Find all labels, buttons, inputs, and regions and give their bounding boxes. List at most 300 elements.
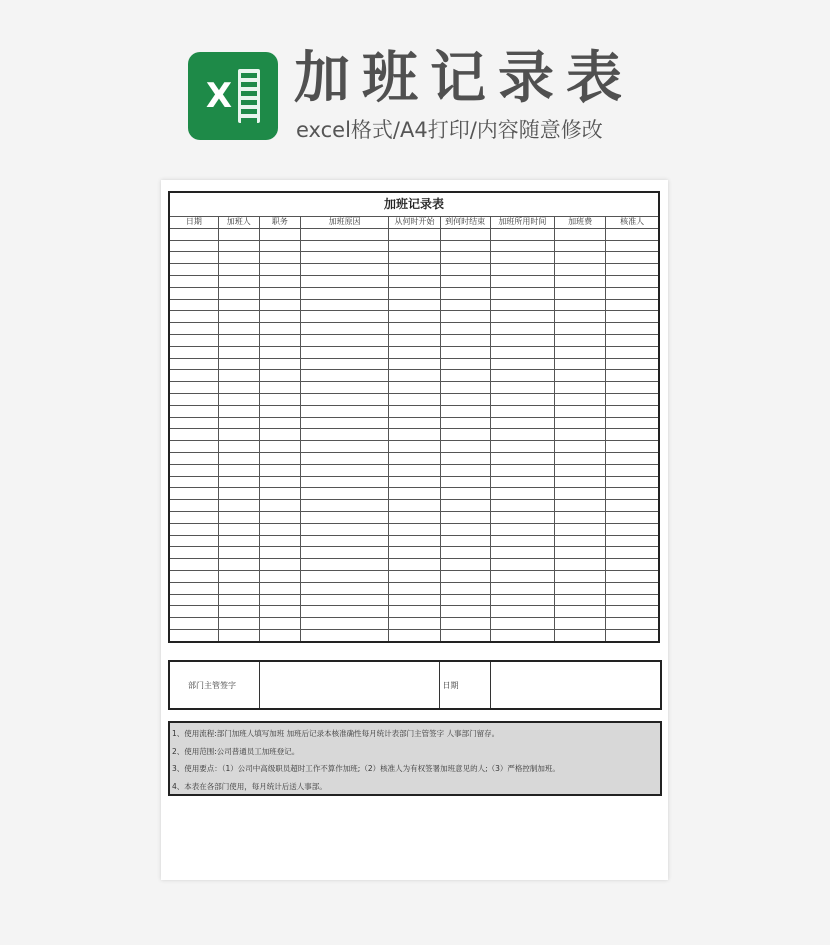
table-cell[interactable] [555,346,606,358]
table-cell[interactable] [606,334,659,346]
table-cell[interactable] [389,511,440,523]
dept-signature-cell[interactable] [259,661,439,709]
table-cell[interactable] [490,464,554,476]
table-cell[interactable] [555,334,606,346]
table-cell[interactable] [169,358,218,370]
table-cell[interactable] [555,441,606,453]
table-cell[interactable] [259,393,300,405]
table-cell[interactable] [169,500,218,512]
table-cell[interactable] [440,252,490,264]
table-cell[interactable] [606,559,659,571]
table-cell[interactable] [606,500,659,512]
table-cell[interactable] [218,476,259,488]
table-cell[interactable] [606,582,659,594]
table-cell[interactable] [301,346,389,358]
table-cell[interactable] [218,287,259,299]
table-cell[interactable] [218,275,259,287]
table-cell[interactable] [169,323,218,335]
table-cell[interactable] [169,252,218,264]
table-cell[interactable] [389,264,440,276]
date-cell[interactable] [490,661,661,709]
table-cell[interactable] [440,464,490,476]
table-cell[interactable] [389,535,440,547]
table-cell[interactable] [555,323,606,335]
table-cell[interactable] [389,252,440,264]
table-cell[interactable] [606,523,659,535]
table-cell[interactable] [606,464,659,476]
table-cell[interactable] [301,488,389,500]
table-cell[interactable] [490,370,554,382]
table-cell[interactable] [555,523,606,535]
table-cell[interactable] [259,535,300,547]
table-cell[interactable] [490,252,554,264]
table-cell[interactable] [440,500,490,512]
table-cell[interactable] [389,334,440,346]
table-cell[interactable] [440,547,490,559]
table-cell[interactable] [301,559,389,571]
table-cell[interactable] [259,594,300,606]
table-cell[interactable] [440,405,490,417]
table-cell[interactable] [169,346,218,358]
table-cell[interactable] [440,370,490,382]
table-cell[interactable] [169,559,218,571]
table-cell[interactable] [301,287,389,299]
table-cell[interactable] [389,582,440,594]
table-cell[interactable] [301,629,389,641]
table-cell[interactable] [555,464,606,476]
table-cell[interactable] [218,547,259,559]
table-cell[interactable] [440,346,490,358]
table-cell[interactable] [301,500,389,512]
table-cell[interactable] [555,299,606,311]
table-cell[interactable] [169,476,218,488]
table-cell[interactable] [606,476,659,488]
table-cell[interactable] [606,511,659,523]
table-cell[interactable] [490,535,554,547]
table-cell[interactable] [606,252,659,264]
table-cell[interactable] [490,594,554,606]
table-cell[interactable] [301,511,389,523]
table-cell[interactable] [555,488,606,500]
table-cell[interactable] [301,323,389,335]
table-cell[interactable] [259,382,300,394]
table-cell[interactable] [606,393,659,405]
table-cell[interactable] [606,358,659,370]
table-cell[interactable] [555,429,606,441]
table-cell[interactable] [259,240,300,252]
table-cell[interactable] [490,500,554,512]
table-cell[interactable] [389,452,440,464]
table-cell[interactable] [555,476,606,488]
table-cell[interactable] [259,500,300,512]
table-cell[interactable] [218,346,259,358]
table-cell[interactable] [301,452,389,464]
table-cell[interactable] [389,570,440,582]
table-cell[interactable] [389,429,440,441]
table-cell[interactable] [490,334,554,346]
table-cell[interactable] [218,452,259,464]
table-cell[interactable] [301,370,389,382]
table-cell[interactable] [259,429,300,441]
table-cell[interactable] [440,299,490,311]
table-cell[interactable] [259,523,300,535]
table-cell[interactable] [555,500,606,512]
table-cell[interactable] [490,511,554,523]
table-cell[interactable] [259,299,300,311]
table-cell[interactable] [555,452,606,464]
table-cell[interactable] [301,311,389,323]
table-cell[interactable] [218,299,259,311]
table-cell[interactable] [389,370,440,382]
table-cell[interactable] [389,523,440,535]
table-cell[interactable] [218,559,259,571]
table-cell[interactable] [218,488,259,500]
table-cell[interactable] [606,275,659,287]
table-cell[interactable] [301,594,389,606]
table-cell[interactable] [555,606,606,618]
table-cell[interactable] [490,559,554,571]
table-cell[interactable] [490,405,554,417]
table-cell[interactable] [440,417,490,429]
table-cell[interactable] [301,429,389,441]
table-cell[interactable] [218,311,259,323]
table-cell[interactable] [490,618,554,630]
table-cell[interactable] [555,228,606,240]
table-cell[interactable] [440,311,490,323]
table-cell[interactable] [259,228,300,240]
table-cell[interactable] [169,594,218,606]
table-cell[interactable] [490,323,554,335]
table-cell[interactable] [606,323,659,335]
table-cell[interactable] [169,382,218,394]
table-cell[interactable] [169,452,218,464]
table-cell[interactable] [218,358,259,370]
table-cell[interactable] [440,358,490,370]
table-cell[interactable] [389,311,440,323]
table-cell[interactable] [440,476,490,488]
table-cell[interactable] [169,570,218,582]
table-cell[interactable] [490,358,554,370]
table-cell[interactable] [259,629,300,641]
table-cell[interactable] [169,264,218,276]
table-cell[interactable] [555,535,606,547]
table-cell[interactable] [555,547,606,559]
table-cell[interactable] [389,559,440,571]
table-cell[interactable] [440,488,490,500]
table-cell[interactable] [389,500,440,512]
table-cell[interactable] [555,358,606,370]
table-cell[interactable] [389,382,440,394]
table-cell[interactable] [440,275,490,287]
table-cell[interactable] [259,464,300,476]
table-cell[interactable] [555,417,606,429]
table-cell[interactable] [490,393,554,405]
table-cell[interactable] [218,582,259,594]
table-cell[interactable] [606,370,659,382]
table-cell[interactable] [606,240,659,252]
table-cell[interactable] [389,287,440,299]
table-cell[interactable] [490,311,554,323]
table-cell[interactable] [301,441,389,453]
table-cell[interactable] [259,417,300,429]
table-cell[interactable] [490,629,554,641]
table-cell[interactable] [301,535,389,547]
table-cell[interactable] [389,488,440,500]
table-cell[interactable] [169,240,218,252]
table-cell[interactable] [606,606,659,618]
table-cell[interactable] [490,417,554,429]
table-cell[interactable] [218,629,259,641]
table-cell[interactable] [606,594,659,606]
table-cell[interactable] [440,570,490,582]
table-cell[interactable] [389,346,440,358]
table-cell[interactable] [218,535,259,547]
table-cell[interactable] [301,252,389,264]
table-cell[interactable] [218,511,259,523]
table-cell[interactable] [169,275,218,287]
table-cell[interactable] [218,370,259,382]
table-cell[interactable] [440,606,490,618]
table-cell[interactable] [218,417,259,429]
table-cell[interactable] [301,570,389,582]
table-cell[interactable] [490,523,554,535]
table-cell[interactable] [218,594,259,606]
table-cell[interactable] [218,405,259,417]
table-cell[interactable] [218,500,259,512]
table-cell[interactable] [389,393,440,405]
table-cell[interactable] [490,582,554,594]
table-cell[interactable] [259,264,300,276]
table-cell[interactable] [169,311,218,323]
table-cell[interactable] [218,393,259,405]
table-cell[interactable] [259,441,300,453]
table-cell[interactable] [301,476,389,488]
table-cell[interactable] [555,582,606,594]
table-cell[interactable] [555,311,606,323]
table-cell[interactable] [490,228,554,240]
table-cell[interactable] [301,523,389,535]
table-cell[interactable] [169,429,218,441]
table-cell[interactable] [169,606,218,618]
table-cell[interactable] [301,358,389,370]
table-cell[interactable] [259,405,300,417]
table-cell[interactable] [218,570,259,582]
table-cell[interactable] [259,275,300,287]
table-cell[interactable] [218,464,259,476]
table-cell[interactable] [555,275,606,287]
table-cell[interactable] [169,488,218,500]
table-cell[interactable] [218,240,259,252]
table-cell[interactable] [169,547,218,559]
table-cell[interactable] [259,511,300,523]
table-cell[interactable] [440,393,490,405]
table-cell[interactable] [259,334,300,346]
table-cell[interactable] [389,441,440,453]
table-cell[interactable] [389,275,440,287]
table-cell[interactable] [490,382,554,394]
table-cell[interactable] [440,452,490,464]
table-cell[interactable] [606,228,659,240]
table-cell[interactable] [555,570,606,582]
table-cell[interactable] [301,382,389,394]
table-cell[interactable] [301,240,389,252]
table-cell[interactable] [169,523,218,535]
table-cell[interactable] [606,299,659,311]
table-cell[interactable] [440,240,490,252]
table-cell[interactable] [218,264,259,276]
table-cell[interactable] [389,417,440,429]
table-cell[interactable] [218,618,259,630]
table-cell[interactable] [218,228,259,240]
table-cell[interactable] [301,275,389,287]
table-cell[interactable] [169,535,218,547]
table-cell[interactable] [490,488,554,500]
table-cell[interactable] [301,606,389,618]
table-cell[interactable] [259,252,300,264]
table-cell[interactable] [389,547,440,559]
table-cell[interactable] [259,606,300,618]
table-cell[interactable] [440,559,490,571]
table-cell[interactable] [218,252,259,264]
table-cell[interactable] [490,606,554,618]
table-cell[interactable] [389,358,440,370]
table-cell[interactable] [169,629,218,641]
table-cell[interactable] [440,382,490,394]
table-cell[interactable] [169,441,218,453]
table-cell[interactable] [440,334,490,346]
table-cell[interactable] [440,441,490,453]
table-cell[interactable] [606,287,659,299]
table-cell[interactable] [218,606,259,618]
table-cell[interactable] [606,570,659,582]
table-cell[interactable] [169,511,218,523]
table-cell[interactable] [259,488,300,500]
table-cell[interactable] [389,228,440,240]
table-cell[interactable] [440,535,490,547]
table-cell[interactable] [301,547,389,559]
table-cell[interactable] [490,547,554,559]
table-cell[interactable] [440,429,490,441]
table-cell[interactable] [301,405,389,417]
table-cell[interactable] [606,547,659,559]
table-cell[interactable] [440,594,490,606]
table-cell[interactable] [169,393,218,405]
table-cell[interactable] [259,452,300,464]
table-cell[interactable] [301,299,389,311]
table-cell[interactable] [606,535,659,547]
table-cell[interactable] [490,346,554,358]
table-cell[interactable] [440,287,490,299]
table-cell[interactable] [169,228,218,240]
table-cell[interactable] [218,523,259,535]
table-cell[interactable] [606,417,659,429]
table-cell[interactable] [490,429,554,441]
table-cell[interactable] [259,570,300,582]
table-cell[interactable] [440,618,490,630]
table-cell[interactable] [440,629,490,641]
table-cell[interactable] [389,606,440,618]
table-cell[interactable] [169,287,218,299]
table-cell[interactable] [606,382,659,394]
table-cell[interactable] [555,240,606,252]
table-cell[interactable] [389,240,440,252]
table-cell[interactable] [490,299,554,311]
table-cell[interactable] [389,618,440,630]
table-cell[interactable] [259,618,300,630]
table-cell[interactable] [169,299,218,311]
table-cell[interactable] [259,476,300,488]
table-cell[interactable] [218,382,259,394]
table-cell[interactable] [490,476,554,488]
table-cell[interactable] [606,429,659,441]
table-cell[interactable] [169,334,218,346]
table-cell[interactable] [555,287,606,299]
table-cell[interactable] [606,452,659,464]
table-cell[interactable] [555,382,606,394]
table-cell[interactable] [169,405,218,417]
table-cell[interactable] [259,311,300,323]
table-cell[interactable] [301,334,389,346]
table-cell[interactable] [259,370,300,382]
table-cell[interactable] [555,511,606,523]
table-cell[interactable] [490,287,554,299]
table-cell[interactable] [555,252,606,264]
table-cell[interactable] [301,393,389,405]
table-cell[interactable] [259,559,300,571]
table-cell[interactable] [606,629,659,641]
table-cell[interactable] [555,618,606,630]
table-cell[interactable] [389,323,440,335]
table-cell[interactable] [440,511,490,523]
table-cell[interactable] [259,346,300,358]
table-cell[interactable] [606,441,659,453]
table-cell[interactable] [259,582,300,594]
table-cell[interactable] [606,264,659,276]
table-cell[interactable] [389,405,440,417]
table-cell[interactable] [169,417,218,429]
table-cell[interactable] [490,240,554,252]
table-cell[interactable] [169,464,218,476]
table-cell[interactable] [218,323,259,335]
table-cell[interactable] [259,547,300,559]
table-cell[interactable] [218,441,259,453]
table-cell[interactable] [301,264,389,276]
table-cell[interactable] [301,417,389,429]
table-cell[interactable] [490,452,554,464]
table-cell[interactable] [440,582,490,594]
table-cell[interactable] [555,594,606,606]
table-cell[interactable] [490,275,554,287]
table-cell[interactable] [606,311,659,323]
table-cell[interactable] [389,476,440,488]
table-cell[interactable] [555,629,606,641]
table-cell[interactable] [301,228,389,240]
table-cell[interactable] [606,618,659,630]
table-cell[interactable] [555,393,606,405]
table-cell[interactable] [606,488,659,500]
table-cell[interactable] [555,559,606,571]
table-cell[interactable] [169,370,218,382]
table-cell[interactable] [440,323,490,335]
table-cell[interactable] [389,629,440,641]
table-cell[interactable] [555,264,606,276]
table-cell[interactable] [169,582,218,594]
table-cell[interactable] [389,594,440,606]
table-cell[interactable] [169,618,218,630]
table-cell[interactable] [606,346,659,358]
table-cell[interactable] [259,358,300,370]
table-cell[interactable] [440,523,490,535]
